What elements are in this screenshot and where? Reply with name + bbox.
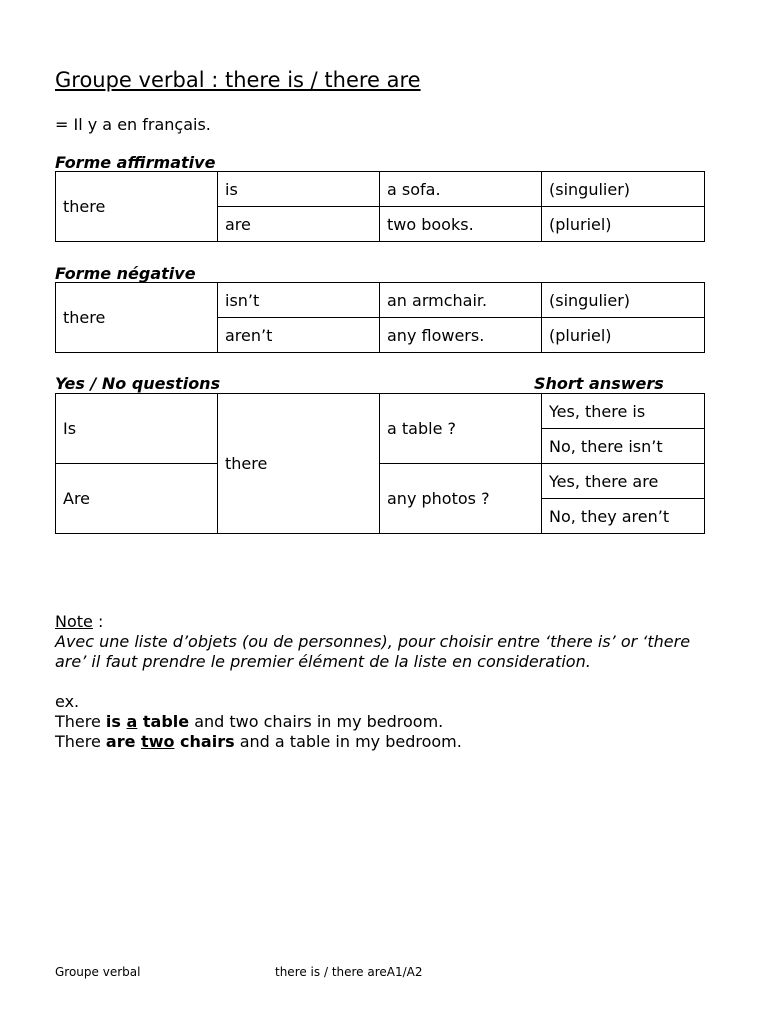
short-answers-heading: Short answers [534,374,664,393]
number-note-cell: (pluriel) [542,207,705,242]
verb-cell: are [218,207,380,242]
note-colon: : [92,612,104,631]
question-object-cell: a table ? [380,394,542,464]
negative-subject-cell: there [56,283,218,353]
table-row [56,394,705,429]
object-cell: an armchair. [380,283,542,318]
example-verb: is [105,712,121,731]
question-verb-cell: Is [56,394,218,464]
question-there-cell: there [218,394,380,534]
table-row [56,464,705,499]
example-text: and two chairs in my bedroom. [189,712,444,731]
negative-heading: Forme négative [55,264,196,283]
example-article: a [126,712,138,731]
object-cell: a sofa. [380,172,542,207]
example-noun: chairs [180,732,235,751]
short-answer-cell: No, there isn’t [542,429,705,464]
number-note-cell: (singulier) [542,172,705,207]
short-answer-cell: No, they aren’t [542,499,705,534]
question-object-cell: any photos ? [380,464,542,534]
table-row [56,283,705,318]
example-sentence-2 [55,732,690,752]
example-label: ex. [55,692,80,711]
short-answer-cell: Yes, there is [542,394,705,429]
questions-table [55,393,705,534]
example-sentence-1 [55,712,690,732]
note-block [55,612,690,752]
note-text-line-2: are’ il faut prendre le premier élément de la liste en consideration. [55,652,591,671]
object-cell: two books. [380,207,542,242]
number-note-cell: (pluriel) [542,318,705,353]
note-label: Note [55,612,93,631]
subtitle: = Il y a en français. [55,115,211,134]
questions-heading: Yes / No questions [55,374,221,393]
spacer [55,672,690,692]
verb-cell: isn’t [218,283,380,318]
footer-left: Groupe verbal [55,965,141,979]
example-text: There [55,732,106,751]
example-text: There [55,712,106,731]
table-row [56,172,705,207]
footer-center: there is / there areA1/A2 [275,965,423,979]
example-verb: are [105,732,136,751]
note-text-line-1: Avec une liste d’objets (ou de personnes), pour choisir entre ‘there is’ or ‘there [55,632,691,651]
affirmative-heading: Forme affirmative [55,153,216,172]
verb-cell: aren’t [218,318,380,353]
page-title: Groupe verbal : there is / there are [55,68,421,92]
verb-cell: is [218,172,380,207]
affirmative-table [55,171,705,242]
example-text: and a table in my bedroom. [234,732,462,751]
object-cell: any flowers. [380,318,542,353]
example-noun: table [142,712,190,731]
negative-table [55,282,705,353]
affirmative-subject-cell: there [56,172,218,242]
question-verb-cell: Are [56,464,218,534]
short-answer-cell: Yes, there are [542,464,705,499]
note-label-line [55,612,690,632]
number-note-cell: (singulier) [542,283,705,318]
example-article: two [141,732,175,751]
